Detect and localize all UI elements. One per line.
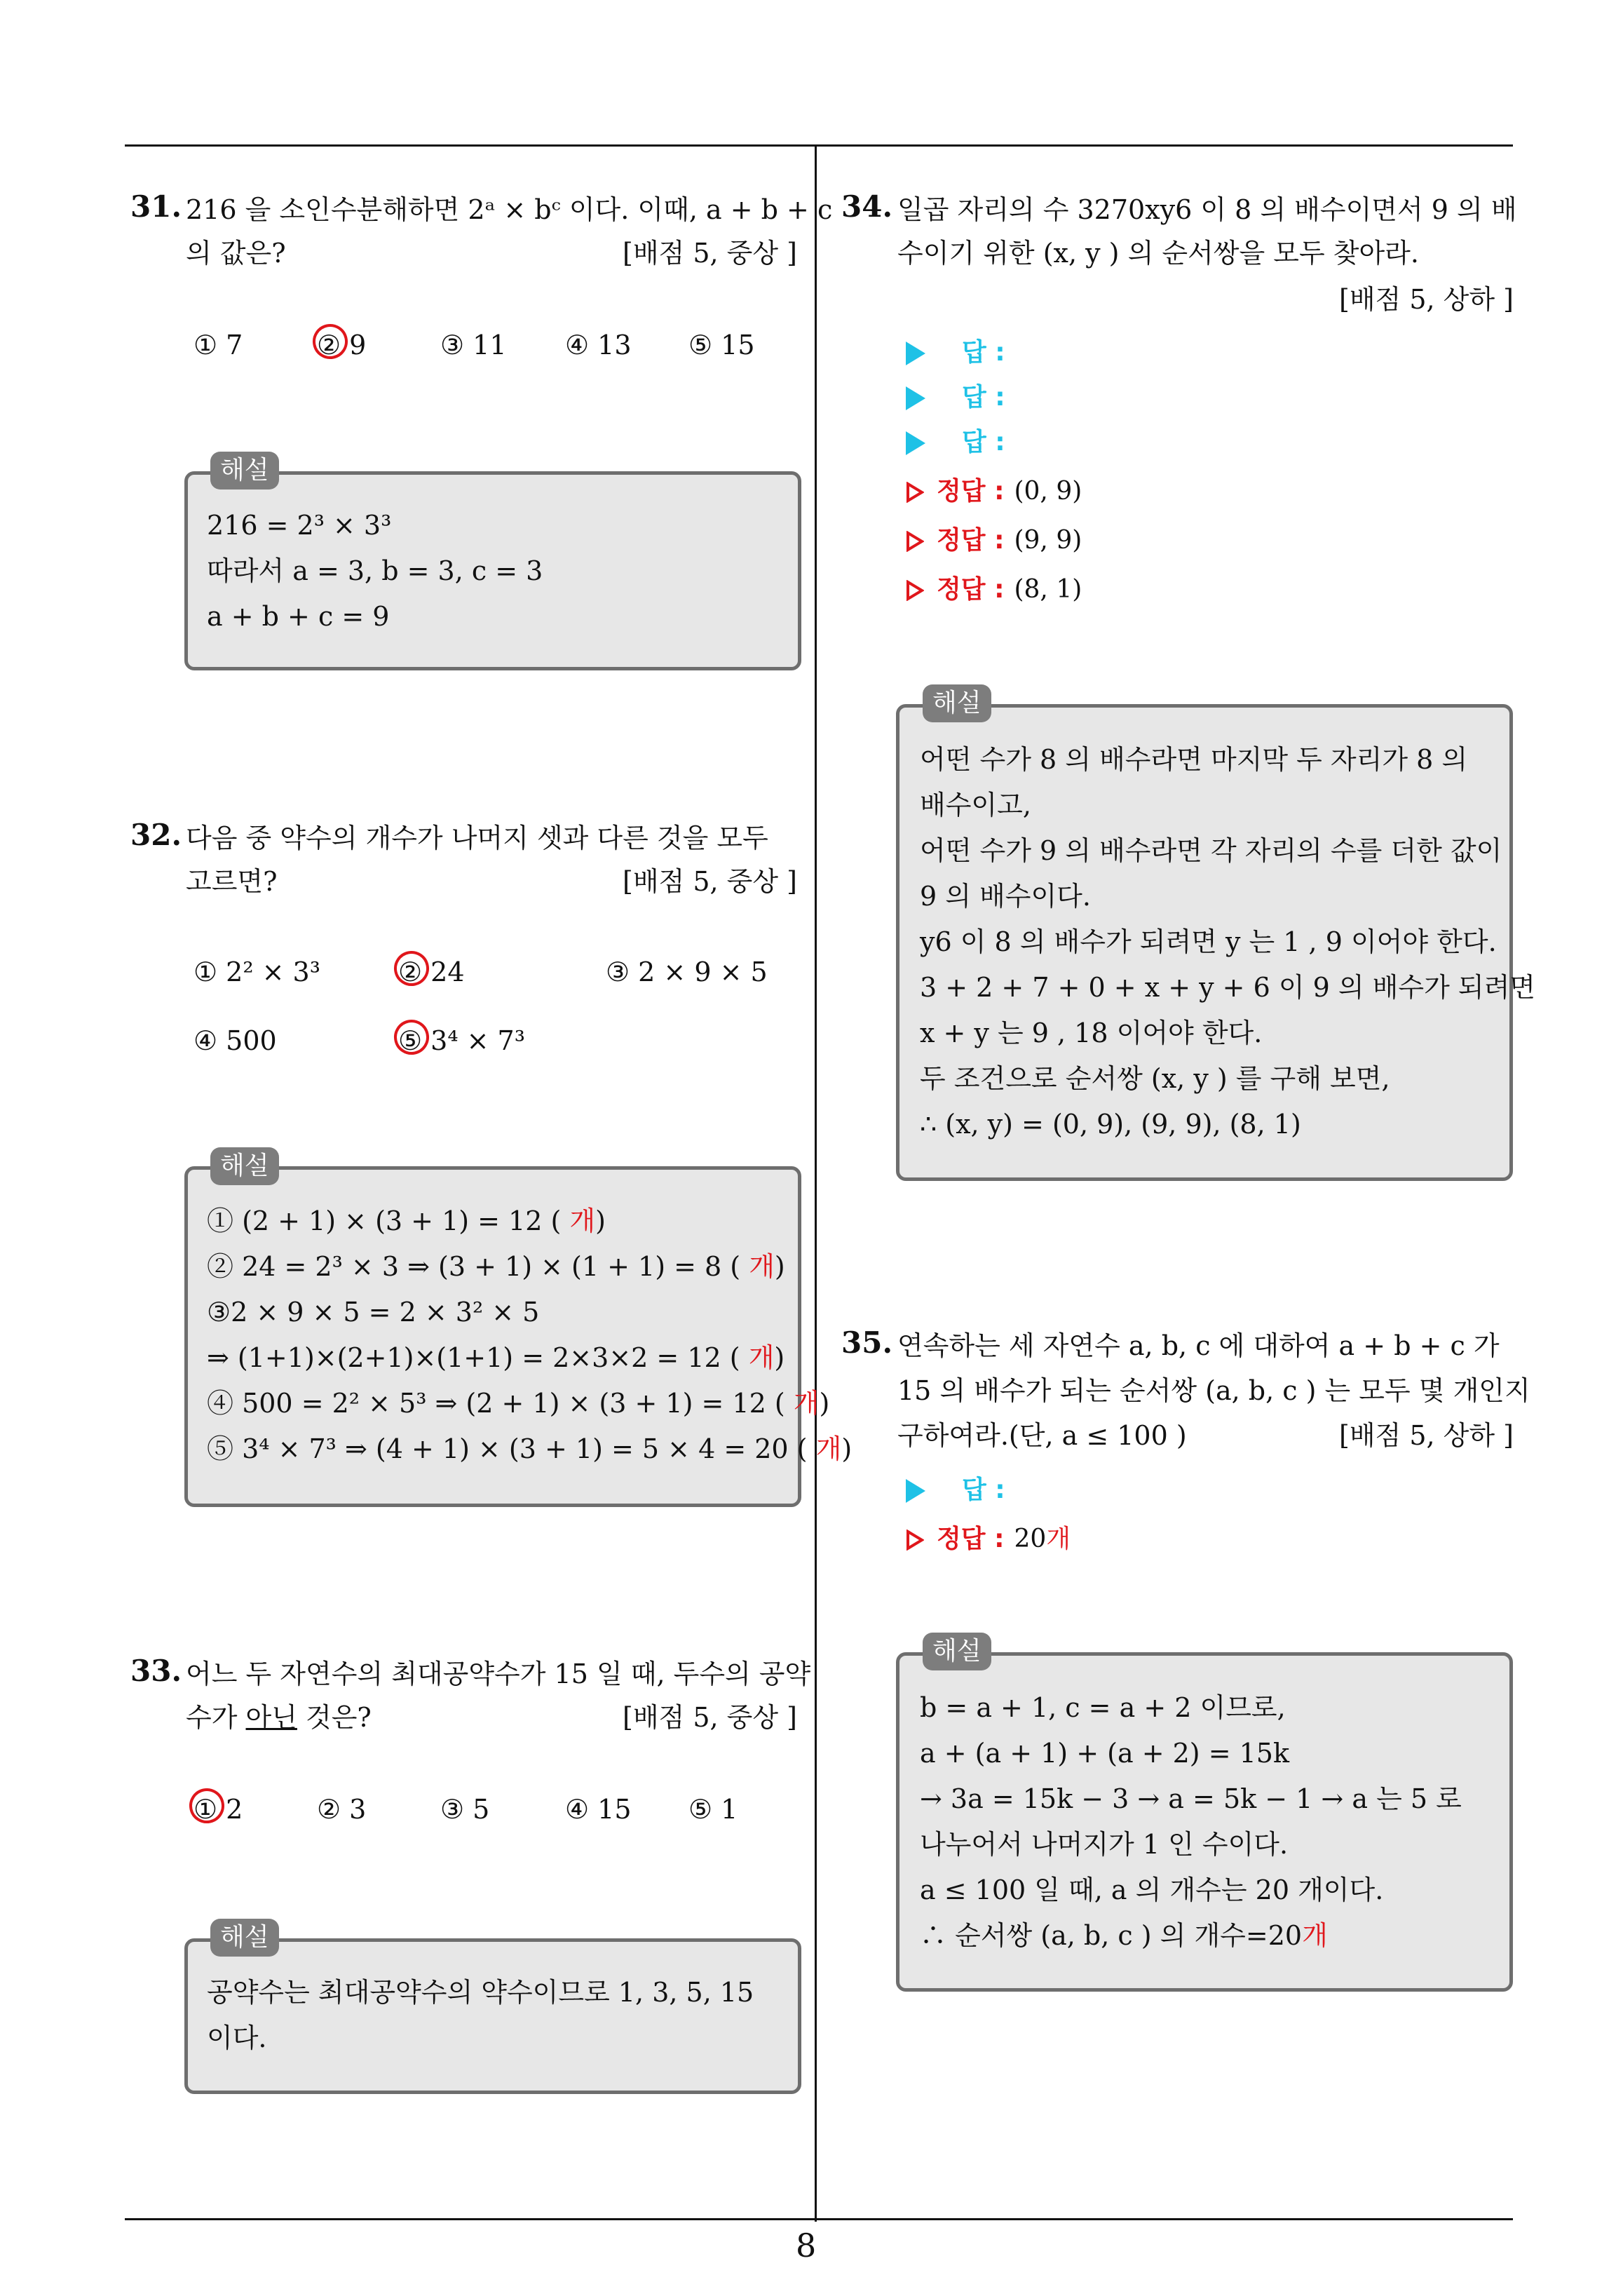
solution-tag: 해설 <box>210 1919 279 1957</box>
solution-line: 배수이고, <box>920 790 1031 821</box>
outline-triangle-icon <box>906 580 924 601</box>
option-2[interactable]: ② 9 <box>317 330 367 360</box>
correct-answer: 정답 : (0, 9) <box>906 474 1082 509</box>
question-text: 구하여라.(단, a ≤ 100 ) <box>897 1420 1187 1451</box>
solution-tag: 해설 <box>210 452 279 489</box>
question-text: 일곱 자리의 수 3270xy6 이 8 의 배수이면서 9 의 배 <box>897 194 1517 225</box>
solution-line: ∴ 순서쌍 (a, b, c ) 의 개수=20개 <box>920 1920 1328 1951</box>
solution-line: → 3a = 15k − 3 → a = 5k − 1 → a 는 5 로 <box>920 1783 1462 1814</box>
answer-blank[interactable]: 답 : <box>906 380 1005 415</box>
bottom-rule <box>125 2218 1513 2220</box>
page-number: 8 <box>796 2227 817 2264</box>
question-text: 15 의 배수가 되는 순서쌍 (a, b, c ) 는 모두 몇 개인지 <box>897 1375 1530 1406</box>
option-4[interactable]: ④ 500 <box>193 1025 277 1056</box>
solution-line: ④ 500 = 2² × 5³ ⇒ (2 + 1) × (3 + 1) = 12 ( 개) <box>207 1388 830 1419</box>
option-5[interactable]: ⑤ 1 <box>688 1794 738 1825</box>
play-triangle-icon <box>906 342 925 365</box>
question-text: 고르면? <box>186 866 278 897</box>
solution-line: ① (2 + 1) × (3 + 1) = 12 ( 개) <box>207 1206 606 1236</box>
solution-line: 두 조건으로 순서쌍 (x, y ) 를 구해 보면, <box>920 1063 1390 1094</box>
solution-tag: 해설 <box>210 1147 279 1185</box>
option-2[interactable]: ② 3 <box>317 1794 367 1825</box>
option-2[interactable]: ② 24 <box>398 957 465 987</box>
solution-line: ⑤ 3⁴ × 7³ ⇒ (4 + 1) × (3 + 1) = 5 × 4 = 20 ( 개) <box>207 1433 853 1464</box>
question-text: 216 을 소인수분해하면 2ᵃ × bᶜ 이다. 이때, a + b + c <box>186 194 833 225</box>
solution-line: ∴ (x, y) = (0, 9), (9, 9), (8, 1) <box>920 1109 1301 1140</box>
solution-line: 어떤 수가 8 의 배수라면 마지막 두 자리가 8 의 <box>920 744 1468 775</box>
question-text: 수이기 위한 (x, y ) 의 순서쌍을 모두 찾아라. <box>897 238 1419 269</box>
correct-answer: 정답 : (8, 1) <box>906 572 1082 607</box>
answer-blank[interactable]: 답 : <box>906 335 1005 370</box>
option-1[interactable]: ① 2 <box>193 1794 243 1825</box>
solution-line: 공약수는 최대공약수의 약수이므로 1, 3, 5, 15 <box>207 1977 754 2008</box>
option-3[interactable]: ③ 5 <box>440 1794 490 1825</box>
outline-triangle-icon <box>906 482 924 503</box>
solution-line: a + (a + 1) + (a + 2) = 15k <box>920 1738 1289 1769</box>
question-text: 의 값은? <box>186 238 286 269</box>
question-number: 32. <box>130 818 182 852</box>
option-5[interactable]: ⑤ 3⁴ × 7³ <box>398 1025 525 1056</box>
play-triangle-icon <box>906 431 925 455</box>
option-3[interactable]: ③ 11 <box>440 330 507 360</box>
outline-triangle-icon <box>906 531 924 552</box>
solution-line: a ≤ 100 일 때, a 의 개수는 20 개이다. <box>920 1875 1384 1905</box>
solution-line: 3 + 2 + 7 + 0 + x + y + 6 이 9 의 배수가 되려면 <box>920 972 1536 1003</box>
solution-line: ⇒ (1+1)×(2+1)×(1+1) = 2×3×2 = 12 ( 개) <box>207 1342 785 1373</box>
solution-line: ③2 × 9 × 5 = 2 × 3² × 5 <box>207 1297 540 1328</box>
solution-line: 나누어서 나머지가 1 인 수이다. <box>920 1829 1289 1860</box>
score-label: [배점 5, 상하 ] <box>1339 284 1514 315</box>
question-number: 31. <box>130 189 182 224</box>
question-number: 34. <box>841 189 893 224</box>
solution-line: 216 = 2³ × 3³ <box>207 510 392 541</box>
score-label: [배점 5, 중상 ] <box>623 1702 797 1733</box>
option-1[interactable]: ① 7 <box>193 330 243 360</box>
solution-line: x + y 는 9 , 18 이어야 한다. <box>920 1018 1263 1048</box>
solution-line: y6 이 8 의 배수가 되려면 y 는 1 , 9 이어야 한다. <box>920 926 1497 957</box>
answer-blank[interactable]: 답 : <box>906 1473 1005 1508</box>
question-text: 다음 중 약수의 개수가 나머지 셋과 다른 것을 모두 <box>186 823 768 853</box>
solution-line: b = a + 1, c = a + 2 이므로, <box>920 1692 1286 1723</box>
score-label: [배점 5, 상하 ] <box>1339 1420 1514 1451</box>
correct-answer: 정답 : 20개 <box>906 1522 1071 1557</box>
solution-line: 어떤 수가 9 의 배수라면 각 자리의 수를 더한 값이 <box>920 835 1502 866</box>
answer-blank[interactable]: 답 : <box>906 425 1005 460</box>
score-label: [배점 5, 중상 ] <box>623 866 797 897</box>
play-triangle-icon <box>906 1479 925 1503</box>
question-text: 수가 아닌 것은? <box>186 1702 372 1733</box>
option-3[interactable]: ③ 2 × 9 × 5 <box>606 957 768 987</box>
solution-line: ② 24 = 2³ × 3 ⇒ (3 + 1) × (1 + 1) = 8 ( 개) <box>207 1251 785 1282</box>
score-label: [배점 5, 중상 ] <box>623 238 797 269</box>
correct-answer: 정답 : (9, 9) <box>906 523 1082 558</box>
solution-line: 이다. <box>207 2022 267 2053</box>
top-rule <box>125 144 1513 147</box>
question-number: 33. <box>130 1654 182 1688</box>
question-text: 어느 두 자연수의 최대공약수가 15 일 때, 두수의 공약 <box>186 1659 811 1689</box>
column-divider <box>815 146 817 2222</box>
outline-triangle-icon <box>906 1529 924 1551</box>
question-text: 연속하는 세 자연수 a, b, c 에 대하여 a + b + c 가 <box>897 1330 1500 1361</box>
option-4[interactable]: ④ 15 <box>565 1794 632 1825</box>
solution-box <box>184 1938 801 2094</box>
option-4[interactable]: ④ 13 <box>565 330 632 360</box>
question-number: 35. <box>841 1325 893 1360</box>
solution-line: 9 의 배수이다. <box>920 881 1091 912</box>
play-triangle-icon <box>906 386 925 410</box>
solution-line: a + b + c = 9 <box>207 601 390 632</box>
option-1[interactable]: ① 2² × 3³ <box>193 957 320 987</box>
solution-tag: 해설 <box>923 1633 991 1670</box>
solution-tag: 해설 <box>923 684 991 722</box>
option-5[interactable]: ⑤ 15 <box>688 330 755 360</box>
solution-line: 따라서 a = 3, b = 3, c = 3 <box>207 555 543 586</box>
